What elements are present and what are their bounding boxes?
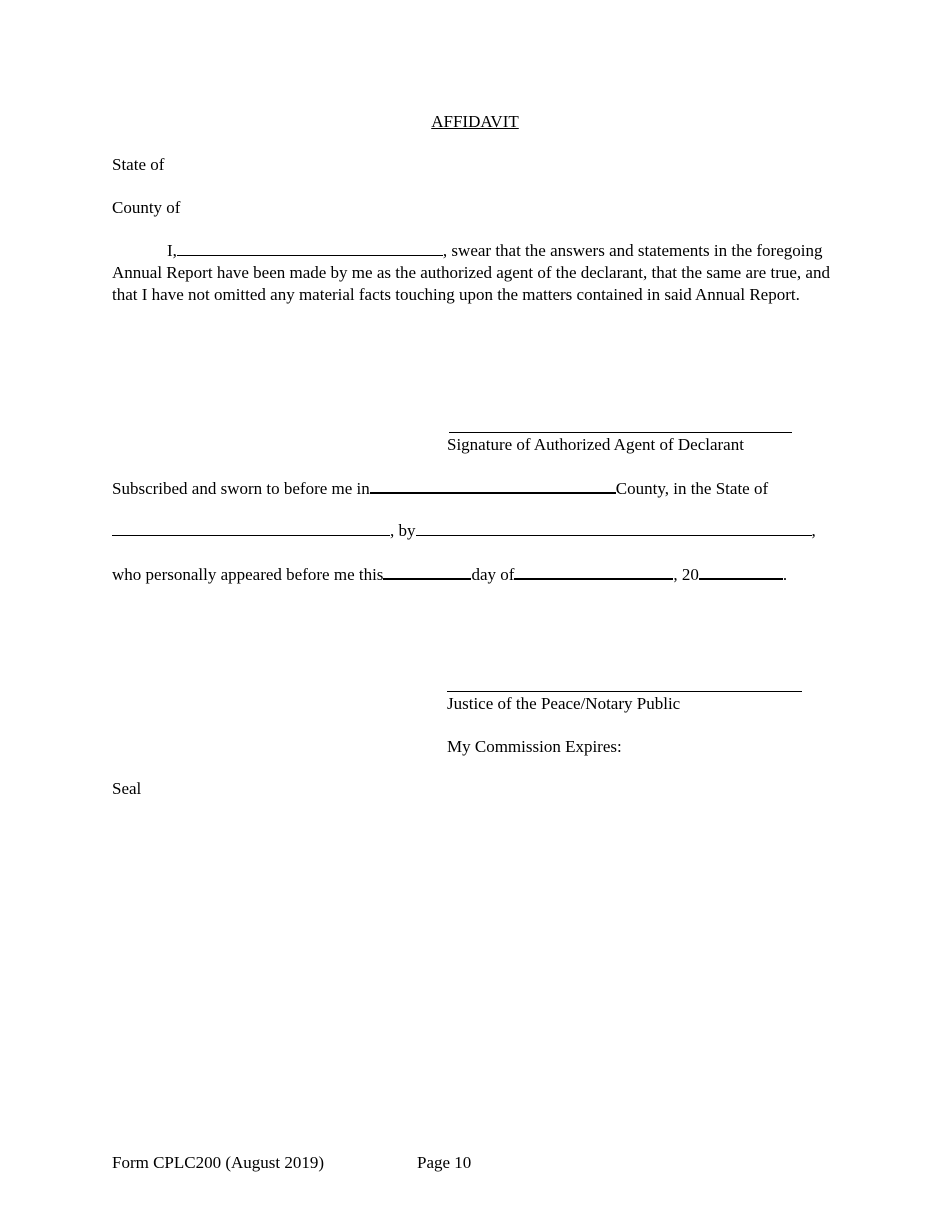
month-field[interactable] xyxy=(514,564,673,580)
page-number: Page 10 xyxy=(417,1153,472,1172)
affiant-name-field[interactable] xyxy=(177,241,443,256)
comma-text: , xyxy=(811,521,816,540)
date-row xyxy=(112,564,787,585)
agent-signature-line[interactable] xyxy=(449,432,792,433)
notary-signature-line[interactable] xyxy=(447,691,802,692)
page-title xyxy=(0,112,950,132)
commission-label: My Commission Expires: xyxy=(447,737,622,756)
subscribed-prefix: Subscribed and sworn to before me in xyxy=(112,479,370,498)
year-field[interactable] xyxy=(699,564,783,580)
form-id: Form CPLC200 (August 2019) xyxy=(112,1153,325,1172)
subscribed-row xyxy=(112,478,768,499)
oath-prefix: I, xyxy=(167,241,177,260)
period-text: . xyxy=(782,565,788,584)
year-prefix-text: , 20 xyxy=(673,565,699,584)
state-label: State of xyxy=(112,155,165,174)
county-label: County of xyxy=(112,198,181,217)
oath-body: foregoing Annual Report have been made by me as the authorized agent of the declarant, that the same are true, and that I have not omitted any material facts touching upon the matters contained in said Annual Report. xyxy=(112,241,830,304)
state-by-row xyxy=(112,521,816,541)
oath-paragraph xyxy=(112,240,836,305)
day-field[interactable] xyxy=(383,564,471,580)
by-text: , by xyxy=(390,521,416,540)
county-field[interactable] xyxy=(370,478,616,494)
agent-signature-label: Signature of Authorized Agent of Declarant xyxy=(447,435,744,454)
affidavit-title: AFFIDAVIT xyxy=(431,112,519,131)
county-state-text: County, in the State of xyxy=(615,479,769,498)
oath-line1-suffix: , swear that the answers and statements in the xyxy=(442,241,753,260)
day-of-text: day of xyxy=(471,565,515,584)
seal-label: Seal xyxy=(112,779,142,798)
state-field[interactable] xyxy=(112,521,390,536)
notary-label: Justice of the Peace/Notary Public xyxy=(447,694,681,713)
appeared-person-field[interactable] xyxy=(416,521,812,536)
appeared-text: who personally appeared before me this xyxy=(112,565,384,584)
